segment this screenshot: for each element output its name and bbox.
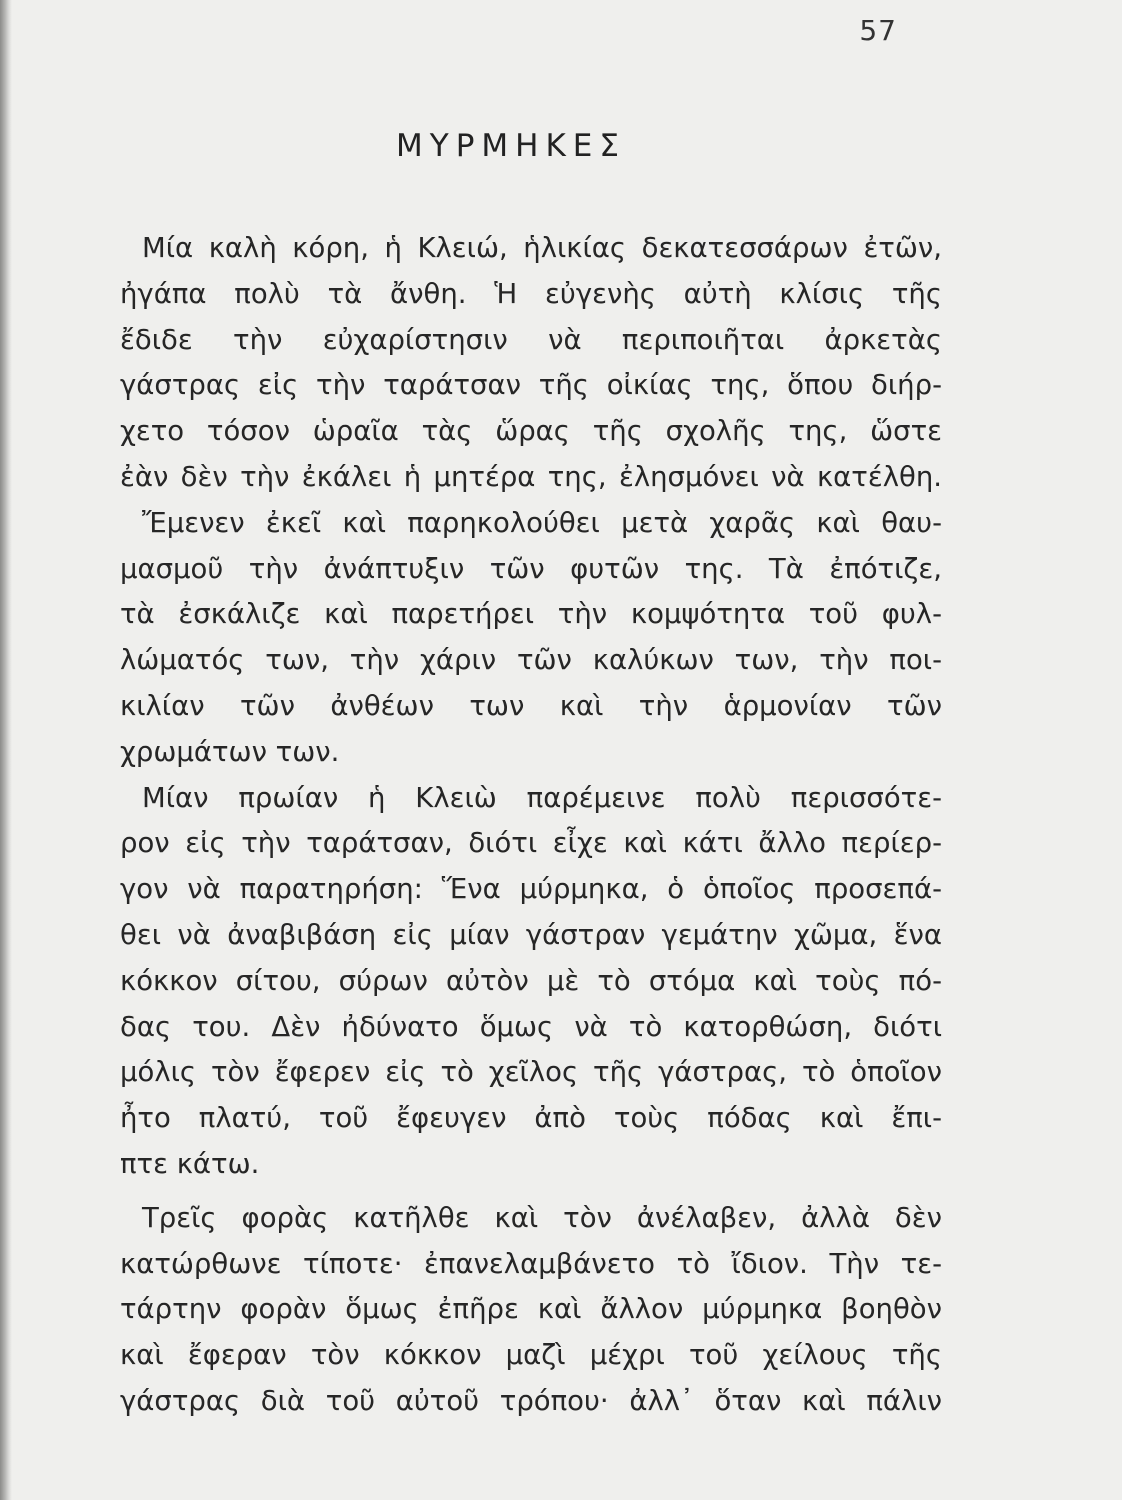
- text-line: Ἔμενεν ἐκεῖ καὶ παρηκολούθει μετὰ χαρᾶς καὶ θαυ-: [142, 506, 942, 539]
- text-line: Μίαν πρωίαν ἡ Κλειὼ παρέμεινε πολὺ περισσότε-: [142, 781, 942, 814]
- text-line: ἐὰν δὲν τὴν ἐκάλει ἡ μητέρα της, ἐλησμόνει νὰ κατέλθη.: [120, 460, 942, 493]
- page-binding-edge: [0, 0, 12, 1500]
- text-line: ἔδιδε τὴν εὐχαρίστησιν νὰ περιποιῆται ἀρκετὰς: [120, 323, 942, 356]
- text-line: χετο τόσον ὡραῖα τὰς ὥρας τῆς σχολῆς της, ὥστε: [120, 415, 942, 448]
- text-line: καὶ ἔφεραν τὸν κόκκον μαζὶ μέχρι τοῦ χείλους τῆς: [120, 1339, 942, 1372]
- text-line: τὰ ἐσκάλιζε καὶ παρετήρει τὴν κομψότητα τοῦ φυλ-: [120, 598, 942, 631]
- text-line: κατώρθωνε τίποτε· ἐπανελαμβάνετο τὸ ἴδιον. Τὴν τε-: [120, 1247, 942, 1280]
- text-line: κιλίαν τῶν ἀνθέων των καὶ τὴν ἁρμονίαν τῶν: [120, 689, 942, 722]
- text-line: χρωμάτων των.: [120, 735, 340, 768]
- text-line: Τρεῖς φορὰς κατῆλθε καὶ τὸν ἀνέλαβεν, ἀλλὰ δὲν: [142, 1201, 942, 1234]
- chapter-title: ΜΥΡΜΗΚΕΣ: [396, 128, 626, 164]
- text-line: λώματός των, τὴν χάριν τῶν καλύκων των, τὴν ποι-: [120, 644, 942, 677]
- paragraph: [120, 776, 942, 1188]
- text-line: μασμοῦ τὴν ἀνάπτυξιν τῶν φυτῶν της. Τὰ ἐπότιζε,: [120, 552, 942, 585]
- text-line: γον νὰ παρατηρήση: Ἕνα μύρμηκα, ὁ ὁποῖος προσεπά-: [120, 873, 942, 906]
- body-text: [120, 226, 942, 1425]
- page-number: 57: [859, 14, 897, 47]
- text-line: μόλις τὸν ἔφερεν εἰς τὸ χεῖλος τῆς γάστρας, τὸ ὁποῖον: [120, 1056, 942, 1089]
- text-line: ἠγάπα πολὺ τὰ ἄνθη. Ἡ εὐγενὴς αὐτὴ κλίσις τῆς: [120, 277, 942, 310]
- text-line: Μία καλὴ κόρη, ἡ Κλειώ, ἡλικίας δεκατεσσάρων ἐτῶν,: [142, 232, 942, 264]
- text-line: γάστρας εἰς τὴν ταράτσαν τῆς οἰκίας της, ὅπου διήρ-: [120, 369, 942, 402]
- paragraph: [120, 1196, 942, 1425]
- text-line: δας του. Δὲν ἠδύνατο ὅμως νὰ τὸ κατορθώση, διότι: [120, 1010, 942, 1043]
- text-line: θει νὰ ἀναβιβάση εἰς μίαν γάστραν γεμάτην χῶμα, ἕνα: [120, 918, 942, 951]
- text-line: ἦτο πλατύ, τοῦ ἔφευγεν ἀπὸ τοὺς πόδας καὶ ἔπι-: [120, 1102, 942, 1135]
- text-line: τάρτην φορὰν ὅμως ἐπῆρε καὶ ἄλλον μύρμηκα βοηθὸν: [120, 1293, 942, 1326]
- text-line: κόκκον σίτου, σύρων αὐτὸν μὲ τὸ στόμα καὶ τοὺς πό-: [120, 964, 942, 997]
- paragraph: [120, 226, 942, 501]
- paragraph: [120, 501, 942, 776]
- text-line: πτε κάτω.: [120, 1147, 260, 1180]
- text-line: γάστρας διὰ τοῦ αὐτοῦ τρόπου· ἀλλ᾽ ὅταν καὶ πάλιν: [120, 1384, 942, 1417]
- text-line: ρον εἰς τὴν ταράτσαν, διότι εἶχε καὶ κάτι ἄλλο περίερ-: [120, 827, 942, 860]
